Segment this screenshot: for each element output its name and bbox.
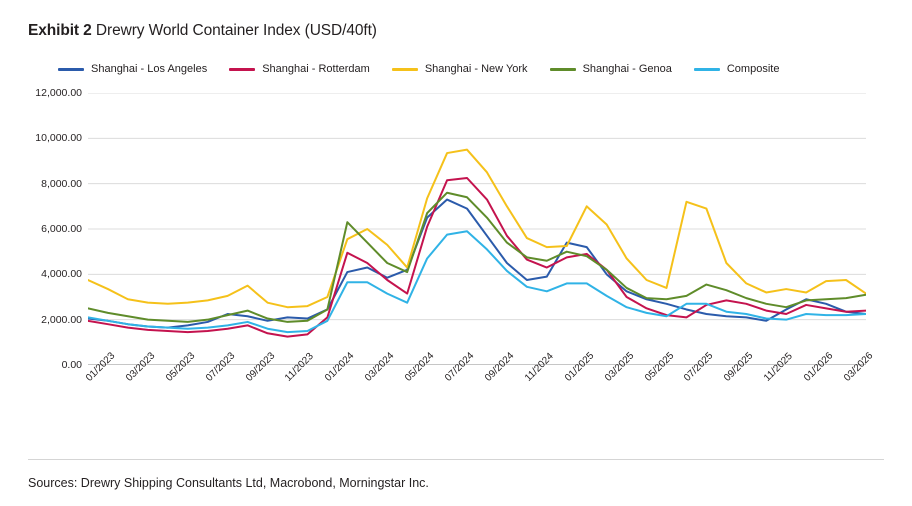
series-line: [88, 178, 866, 337]
footer-divider: [28, 459, 884, 460]
x-axis-tick-label: 03/2025: [602, 350, 637, 384]
y-axis-tick-label: 6,000.00: [41, 223, 82, 235]
y-axis-tick-label: 4,000.00: [41, 268, 82, 281]
y-axis-labels: [0, 82, 82, 402]
title-text: Drewry World Container Index (USD/40ft): [95, 22, 377, 39]
y-axis-tick-label: 2,000.00: [41, 313, 82, 326]
x-axis-tick-label: 05/2023: [163, 350, 198, 384]
x-axis-tick-label: 03/2026: [842, 350, 876, 384]
x-axis-tick-label: 03/2024: [363, 350, 397, 384]
legend-item[interactable]: [58, 63, 207, 75]
chart-legend: [58, 63, 801, 75]
x-axis-tick-label: 07/2024: [443, 350, 477, 384]
y-axis-tick-label: 12,000.00: [35, 87, 82, 99]
chart-area: [0, 82, 912, 402]
legend-swatch-icon: [58, 68, 84, 71]
x-axis-tick-label: 01/2024: [323, 350, 357, 384]
legend-item-label: Shanghai - Los Angeles: [91, 63, 208, 75]
legend-item-label: Shanghai - New York: [424, 63, 528, 75]
legend-item-label: Composite: [726, 63, 780, 75]
x-axis-tick-label: 07/2025: [682, 350, 716, 384]
legend-swatch-icon: [229, 68, 255, 71]
x-axis-tick-label: 01/2026: [802, 350, 836, 384]
y-axis-tick-label: 10,000.00: [35, 132, 82, 145]
sources-note: Sources: Drewry Shipping Consultants Ltd, Macrobond, Morningstar Inc.: [28, 476, 429, 490]
series-line: [88, 193, 866, 322]
x-axis-tick-label: 03/2023: [123, 350, 158, 384]
legend-swatch-icon: [392, 68, 418, 71]
legend-item-label: Shanghai - Genoa: [582, 63, 672, 75]
legend-item[interactable]: [694, 63, 780, 75]
x-axis-tick-label: 11/2023: [283, 350, 317, 384]
exhibit-label: Exhibit 2: [28, 22, 92, 39]
legend-item[interactable]: [229, 63, 370, 75]
x-axis-tick-label: 07/2023: [203, 350, 238, 384]
x-axis-tick-label: 09/2025: [722, 350, 756, 384]
legend-item[interactable]: [550, 63, 672, 75]
legend-swatch-icon: [694, 68, 720, 71]
legend-swatch-icon: [550, 68, 576, 71]
x-axis-tick-label: 01/2025: [562, 350, 597, 384]
x-axis-tick-label: 09/2023: [243, 350, 277, 384]
plot-region: [88, 93, 866, 365]
y-axis-tick-label: 0.00: [61, 359, 82, 371]
x-axis-tick-label: 09/2024: [482, 350, 517, 384]
x-axis-tick-label: 05/2025: [642, 350, 676, 384]
x-axis-tick-label: 11/2025: [762, 350, 796, 384]
x-axis-tick-label: 11/2024: [522, 350, 556, 384]
series-line: [88, 150, 866, 308]
x-axis-tick-label: 01/2023: [84, 350, 118, 384]
y-axis-tick-label: 8,000.00: [41, 177, 82, 190]
x-axis-tick-label: 05/2024: [403, 350, 437, 384]
legend-item[interactable]: [392, 63, 528, 75]
series-line: [88, 200, 866, 328]
line-chart-svg: [88, 93, 866, 365]
page-title: [28, 22, 377, 40]
legend-item-label: Shanghai - Rotterdam: [262, 63, 370, 75]
x-axis-labels: [84, 350, 876, 454]
